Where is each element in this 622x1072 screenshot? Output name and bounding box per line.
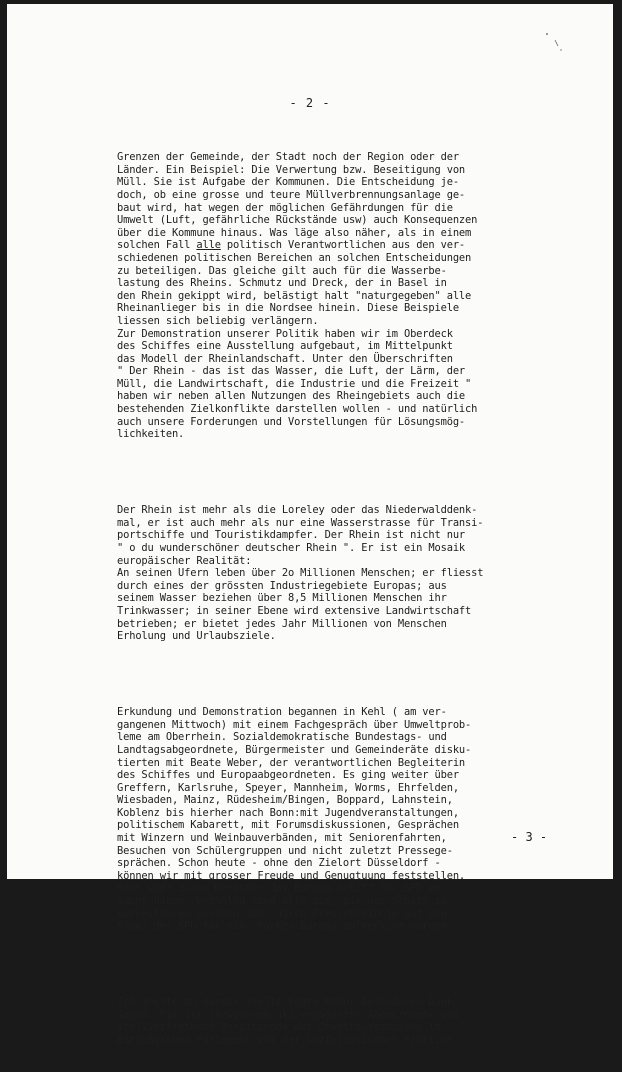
text-line: solchen Fall alle politisch Verantwortlichen aus den ver- [117, 239, 466, 252]
paragraph-2 [117, 504, 547, 643]
page-number: - 2 - [289, 96, 331, 110]
text-line: liessen sich beliebig verlängern. [117, 314, 319, 327]
text-line: Zur Demonstration unserer Politik haben wir im Oberdeck [117, 327, 453, 340]
text-line: baut wird, hat wegen der möglichen Gefährdungen für die [117, 201, 453, 214]
text-line: Vorbeifahren gesehen oder durch Presseberichte auf den [117, 907, 447, 920]
text-line: politischem Kabarett, mit Forumsdiskussionen, Gesprächen [117, 819, 459, 832]
text-line: Koblenz bis hierher nach Bonn:mit Jugendveranstaltungen, [117, 806, 459, 819]
text-line: auch unsere Forderungen und Vorstellungen für Lösungsmög- [117, 415, 466, 428]
text-line: Trinkwasser; in seiner Ebene wird extensive Landwirtschaft [117, 604, 472, 617]
text-line: Erholung und Urlaubsziele. [117, 630, 276, 643]
text-line: Europäischen Parlament und der Sozialistischen Fraktion [117, 1033, 453, 1046]
text-line: seinem Wasser beziehen über 8,5 Millionen Menschen ihr [117, 592, 447, 605]
text-line: Kampf der SPD für ein starkes Europa aufmerksam wurden. [117, 920, 453, 933]
text-line: den Rhein gekippt wird, belästigt halt "naturgegeben" alle [117, 289, 472, 302]
text-line: des Schiffes eine Ausstellung aufgebaut, im Mittelpunkt [117, 340, 453, 353]
text-line: mit Winzern und Weinbauverbänden, mit Seniorenfahrten, [117, 832, 447, 845]
scan-speck-marks [541, 28, 571, 68]
text-line: Grenzen der Gemeinde, der Stadt noch der Region oder der [117, 151, 459, 164]
text-line: An seinen Ufern leben über 2o Millionen Menschen; er fliesst [117, 567, 484, 580]
text-line: mal, er ist auch mehr als nur eine Wasserstrasse für Transi- [117, 516, 484, 529]
text-line: durch eines der grössten Industriegebiete Europas; aus [117, 579, 447, 592]
text-line: haben wir neben allen Nutzungen des Rheingebiets auch die [117, 390, 466, 403]
next-page-marker: - 3 - [511, 830, 548, 844]
text-line: leme am Oberrhein. Sozialdemokratische Bundestags- und [117, 731, 447, 744]
text-line: " Der Rhein - das ist das Wasser, die Luft, der Lärm, der [117, 365, 466, 378]
text-line: das Modell der Rheinlandschaft. Unter den Überschriften [117, 352, 453, 365]
text-line: " o du wunderschöner deutscher Rhein ". Er ist ein Mosaik [117, 542, 466, 554]
text-line: sprächen. Schon heute - ohne den Zielort Düsseldorf - [117, 857, 441, 870]
text-line: Umwelt (Luft, gefährliche Rückstände usw) auch Konsequenzen [117, 214, 478, 227]
paragraph-4 [117, 996, 547, 1046]
text-line: dass über 3.ooo Menschen das Europa-Schiff der SPD be- [117, 882, 447, 895]
text-line: schiedenen politischen Bereichen an solchen Entscheidungen [117, 251, 472, 264]
text-line: über die Kommune hinaus. Was läge also näher, als in einem [117, 226, 472, 239]
text-line: sagen. Sie ist inzwischen als engagierte Abgeordnete und [117, 1008, 459, 1021]
text-line: Landtagsabgeordnete, Bürgermeister und Gemeinderäte disku- [117, 743, 472, 756]
text-line: portschiffe und Touristikdampfer. Der Rhein ist nicht nur [117, 529, 466, 542]
text-line: betrieben; er bietet jedes Jahr Millionen von Menschen [117, 617, 447, 630]
text-line: sucht haben. Unzählig sind alle die, die das Schiff im [117, 895, 447, 908]
text-line: Müll. Sie ist Aufgabe der Kommunen. Die Entscheidung je- [117, 176, 459, 189]
body-text [117, 126, 547, 1072]
text-line: Müll, die Landwirtschaft, die Industrie und die Freizeit " [117, 377, 472, 390]
text-line: doch, ob eine grosse und teure Müllverbrennungsanlage ge- [117, 188, 466, 201]
text-line: Wiesbaden, Mainz, Rüdesheim/Bingen, Boppard, Lahnstein, [117, 794, 453, 807]
text-line: lastung des Rheins. Schmutz und Dreck, der in Basel in [117, 277, 447, 290]
text-line: können wir mit grosser Freude und Genugtuung feststellen, [117, 869, 466, 882]
paragraph-1 [117, 151, 547, 441]
text-line: Besuchen von Schülergruppen und nicht zuletzt Pressege- [117, 844, 453, 857]
text-line: europäischer Realität: [117, 554, 252, 567]
text-line: Der Rhein ist mehr als die Loreley oder das Niederwalddenk- [117, 504, 478, 517]
text-line: bestehenden Zielkonflikte darstellen wollen - und natürlich [117, 403, 478, 416]
paragraph-3 [117, 706, 547, 933]
text-line: Länder. Ein Beispiel: Die Verwertung bzw. Beseitigung von [117, 163, 466, 176]
text-line: des Schiffes und Europaabgeordneten. Es ging weiter über [117, 769, 459, 782]
text-line: Erkundung und Demonstration begannen in Kehl ( am ver- [117, 706, 447, 719]
text-line: Greffern, Karlsruhe, Speyer, Mannheim, Worms, Ehrfelden, [117, 781, 459, 794]
text-line: Rheinanlieger bis in die Nordsee hinein. Diese Beispiele [117, 302, 459, 315]
text-line: stellvertretende Vorsitzende des Umweltausschusses im [117, 1021, 441, 1034]
text-line: zu beteiligen. Das gleiche gilt auch für die Wasserbe- [117, 264, 447, 277]
text-line: Ich möchte an dieser Stelle Beate Weber besonderen Dank [117, 996, 453, 1009]
text-line: lichkeiten. [117, 428, 185, 441]
document-page [7, 4, 613, 1046]
text-line: tierten mit Beate Weber, der verantwortlichen Begleiterin [117, 756, 466, 769]
text-line: gangenen Mittwoch) mit einem Fachgespräch über Umweltprob- [117, 718, 472, 731]
